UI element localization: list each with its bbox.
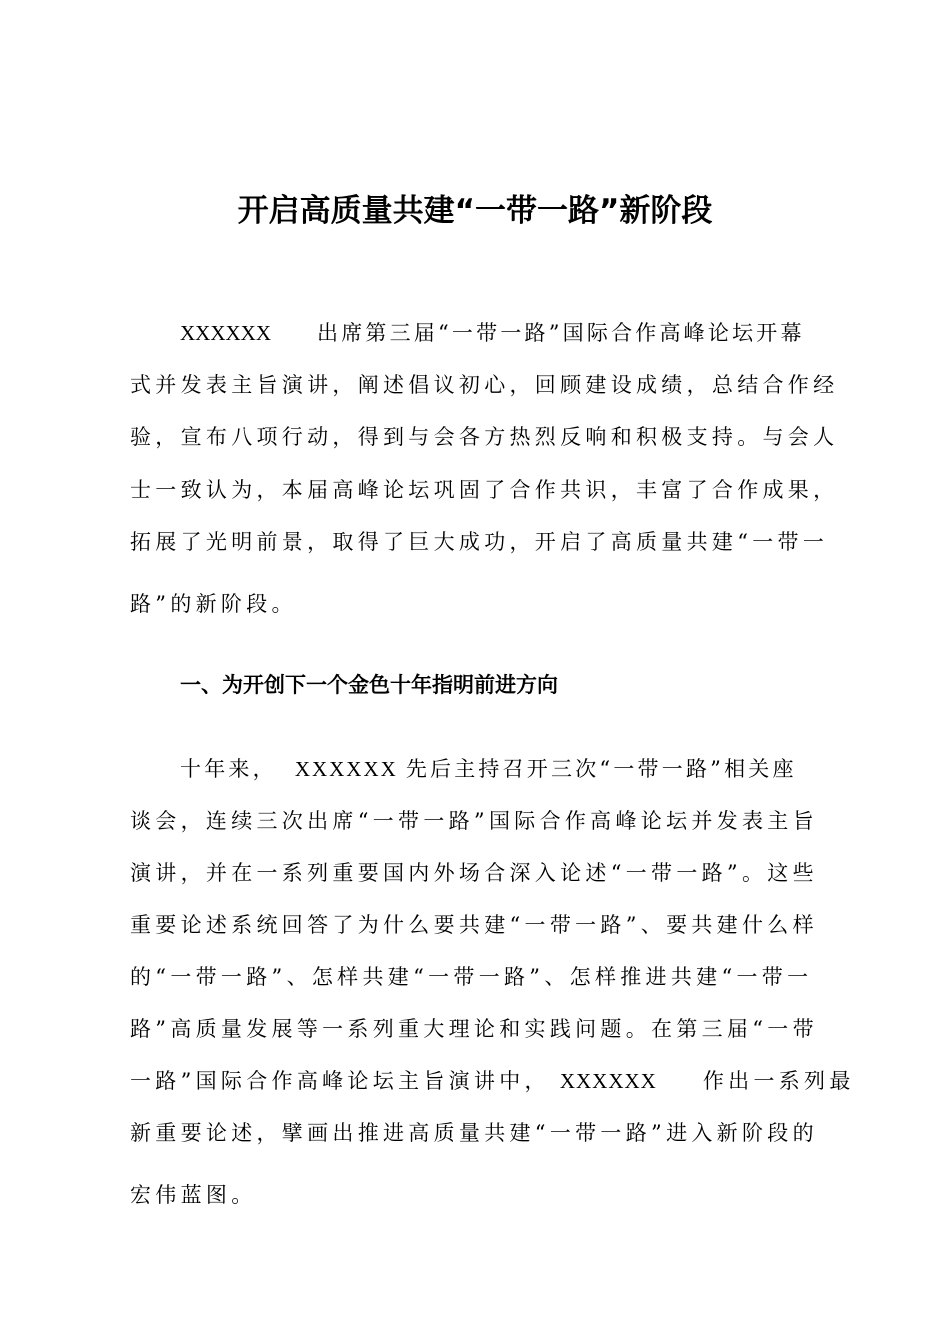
paragraph-line: 路”的新阶段。 (130, 592, 297, 616)
paragraph-line: 验，宣布八项行动，得到与会各方热烈反响和积极支持。与会人 (130, 425, 839, 449)
paragraph-text: 十年来， (180, 757, 277, 781)
paragraph-line: 的“一带一路”、怎样共建“一带一路”、怎样推进共建“一带一 (130, 965, 813, 989)
paragraph-line: 路”高质量发展等一系列重大理论和实践问题。在第三届“一带 (130, 1017, 818, 1041)
document-title: 开启高质量共建“一带一路”新阶段 (237, 193, 713, 229)
paragraph-line: 拓展了光明前景，取得了巨大成功，开启了高质量共建“一带一 (130, 530, 829, 554)
paragraph-text: 出席第三届“一带一路”国际合作高峰论坛开幕 (317, 321, 805, 345)
redacted-name: XXXXXX (294, 757, 398, 781)
paragraph-line: 谈会，连续三次出席“一带一路”国际合作高峰论坛并发表主旨 (130, 809, 818, 833)
paragraph-line: 新重要论述，擘画出推进高质量共建“一带一路”进入新阶段的 (130, 1121, 818, 1145)
redacted-name: XXXXXX (559, 1069, 657, 1093)
section-heading: 一、为开创下一个金色十年指明前进方向 (180, 673, 558, 697)
redacted-name: XXXXXX (180, 321, 271, 345)
paragraph-line (180, 754, 880, 784)
paragraph-text: 一路”国际合作高峰论坛主旨演讲中， (130, 1069, 550, 1093)
paragraph-line: 士一致认为，本届高峰论坛巩固了合作共识，丰富了合作成果， (130, 478, 839, 502)
paragraph-line: 演讲，并在一系列重要国内外场合深入论述“一带一路”。这些 (130, 861, 818, 885)
paragraph-line: 重要论述系统回答了为什么要共建“一带一路”、要共建什么样 (130, 913, 818, 937)
paragraph-text: 先后主持召开三次“一带一路”相关座 (405, 757, 797, 781)
paragraph-line (130, 1066, 855, 1096)
paragraph-line: 宏伟蓝图。 (130, 1183, 257, 1207)
paragraph-text: 作出一系列最 (702, 1069, 855, 1093)
paragraph-line: 式并发表主旨演讲，阐述倡议初心，回顾建设成绩，总结合作经 (130, 373, 839, 397)
paragraph-line (180, 318, 880, 348)
